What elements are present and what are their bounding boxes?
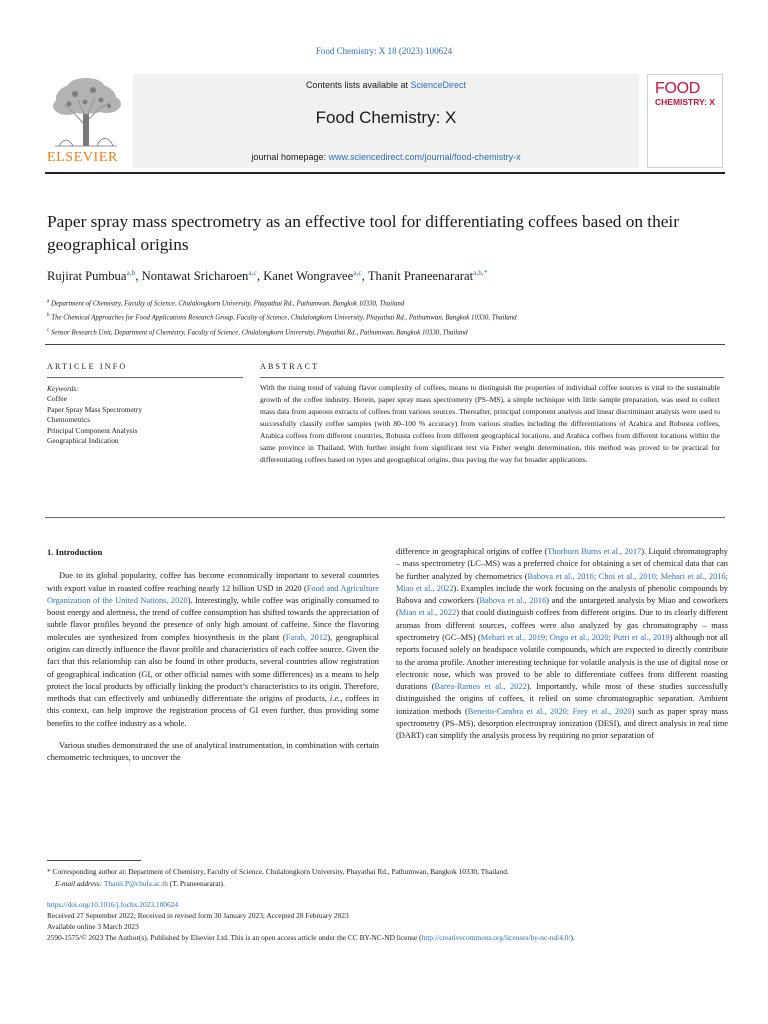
author-separator: , (135, 269, 142, 284)
paragraph-text: ). Interestingly, while coffee was originally consumed to boost energy and alertness, the trend of coffee consumption has shifted towards the appreciation of subtle flavor profiles beyond the presence of only high amount of caffeine. Since the flavoring molecules are synthesized from complex biosynthesis in the plant ( (47, 595, 379, 642)
paragraph-text: ) and the untargeted analysis by Miao and coworkers ( (396, 596, 729, 618)
abstract-divider (260, 377, 724, 378)
footnote-divider (47, 860, 141, 861)
author-separator: , (256, 269, 264, 284)
license-suffix: ). (570, 933, 575, 942)
author-separator: , (361, 269, 368, 284)
article-info-heading: ARTICLE INFO (47, 362, 128, 371)
elsevier-tree-icon (45, 74, 127, 150)
sciencedirect-link[interactable]: ScienceDirect (410, 80, 467, 90)
affiliation-mark: b (47, 313, 50, 319)
keywords-label: Keywords: (47, 384, 79, 393)
citation-link[interactable]: Babova et al., 2016; Choi et al., 2010; Mehari et al., 2016; Miao et al., 2022 (396, 571, 728, 593)
publication-info (47, 899, 727, 943)
journal-homepage (133, 152, 639, 162)
paragraph-text: ). Importantly, while most of these studies successfully distinguished the origins of coffees, it relied on some chromatographic separation. Ambient ionization methods ( (396, 682, 729, 716)
journal-banner (133, 74, 639, 168)
body-paragraph (47, 740, 379, 765)
paragraph-text: ) although not all reports focused solely on headspace volatile compounds, which are expected to directly contribute to the aroma profile. Another interesting technique for volatile analysis is the use of digital nose or electronic nose, which was proved to be able to differentiate coffees from different roasting durations ( (396, 632, 728, 692)
affiliations (47, 296, 727, 339)
journal-citation-link[interactable]: Food Chemistry: X 18 (2023) 100624 (315, 46, 453, 56)
author-name[interactable]: Kanet Wongravee (263, 269, 354, 284)
received-dates: Received 27 September 2022; Received in revised form 30 January 2023; Accepted 28 February 2023 (47, 911, 349, 920)
author-list (47, 268, 727, 284)
affiliation-mark: c (47, 327, 50, 333)
paragraph-text: Due to its global popularity, coffee has become economically important to several countries with export value in roasted coffee reaching nearly 12 billion USD in 2020 ( (47, 571, 379, 593)
abstract-text: With the rising trend of valuing flavor complexity of coffees, means to distinguish the properties of individual coffee sources is vital to the sustainable growth of the coffee industry. Herein, paper spray mass spectrometry (PS–MS), a simple technique with little sample preparation, was used to collect mass data from aqueous extracts of coffees from various sources. Thereafter, principal component analysis and linear discriminant analysis were used to successfully classify coffee samples (with 80–100 % accuracy) from various studies including the differentiations of Arabica and Robusta coffees, Arabica coffees from different countries, Robusta coffees from different geographical locations, and Arabica coffees from different locations within the same province in Thailand. With further insight from significant test via Fisher weight determination, this method was proved to be practical for differentiating coffees based on types and geographical origins, thus paving the way for broader applications. (260, 383, 720, 464)
author-name[interactable]: Thanit Praneenararat (367, 269, 474, 284)
journal-cover-thumbnail[interactable] (647, 74, 723, 168)
citation-link[interactable]: Beneito-Cambra et al., 2020; Frey et al., 2020 (467, 706, 632, 716)
affiliation-text: Sensor Research Unit, Department of Chemistry, Faculty of Science, Chulalongkorn University, Phayathai Rd., Pathumwan, Bangkok 10330, Thailand (50, 328, 468, 336)
cover-title-line1: FOOD (655, 80, 701, 97)
paragraph-text: ), geographical origins can directly influence the flavor profile and characteristics of each coffee source. Given the fact that this relationship can also be found in other products, several countries allow registration of geographical indication (GI, or other official names with some differences) as a means to help protect the local products by officially linking the product’s characteristics to its origin. Therefore, methods that can effectively and unbiasedly differentiate the origins of products, (47, 632, 379, 704)
affiliation (47, 325, 727, 339)
body-paragraph (47, 570, 379, 730)
license-link[interactable]: http://creativecommons.org/licenses/by-nc-nd/4.0/ (421, 933, 571, 942)
footnotes (47, 866, 727, 890)
section-heading: 1. Introduction (47, 547, 103, 557)
affiliation-text: The Chemical Approaches for Food Applications Research Group, Faculty of Science, Chulalongkorn University, Phayathai Rd., Pathumwan, Bangkok 10330, Thailand (51, 314, 517, 322)
available-online: Available online 3 March 2023 (47, 922, 139, 931)
header-divider (45, 172, 725, 174)
emphasis-text: i.e. (329, 694, 341, 704)
paragraph-text: , coffees in this context, can help improve the registration process of GI even further, thus providing some benefits to the coffee industry as a whole. (47, 694, 379, 728)
keyword: Geographical Indication (47, 436, 119, 446)
affiliation (47, 310, 727, 324)
paragraph-text: ). Liquid chromatography – mass spectrometry (LC–MS) was a preferred choice for obtaining a set of chemical data that can be further analyzed by chemometrics ( (396, 547, 728, 581)
elsevier-logo (45, 74, 127, 168)
citation-link[interactable]: Food and Agriculture Organization of the United Nations, 2020 (47, 583, 379, 605)
email-label: E-mail address: (55, 879, 103, 888)
journal-header (45, 74, 725, 168)
email-link[interactable]: Thanit.P@chula.ac.th (103, 879, 168, 888)
paragraph-text: difference in geographical origins of coffee ( (396, 547, 548, 556)
citation-link[interactable]: Mehari et al., 2019; Ongo et al., 2020; Putri et al., 2019 (480, 632, 670, 642)
homepage-link[interactable]: www.sciencedirect.com/journal/food-chemistry-x (328, 152, 521, 162)
license-prefix: 2590-1575/© 2023 The Author(s). Published by Elsevier Ltd. This is an open access article under the CC BY-NC-ND license ( (47, 933, 422, 942)
email-note (47, 878, 727, 890)
keyword: Principal Component Analysis (47, 425, 138, 435)
doi-link[interactable]: https://doi.org/10.1016/j.fochx.2023.100624 (47, 900, 179, 909)
abstract-heading: ABSTRACT (260, 362, 320, 371)
citation-link[interactable]: Farah, 2012 (285, 632, 328, 642)
author-affil-mark[interactable]: a,b (126, 268, 136, 277)
paragraph-text: ) that could distinguish coffees from different origins. Due to its clearly different aromas from different sources, coffees were also analyzed by gas chromatography – mass spectrometry (GC–MS) ( (396, 608, 728, 642)
cover-title-line2: CHEMISTRY: X (655, 97, 715, 107)
publisher-wordmark: ELSEVIER (47, 150, 118, 165)
affiliation-text: Department of Chemistry, Faculty of Science, Chulalongkorn University, Phayathai Rd., Pathumwan, Bangkok 10330, Thailand (50, 300, 405, 308)
paragraph-text: Various studies demonstrated the use of analytical instrumentation, in combination with certain chemometric techniques, to uncover the (47, 740, 379, 763)
contents-line (133, 80, 639, 90)
email-suffix: (T. Praneenararat). (167, 879, 225, 888)
author-affil-mark[interactable]: a,c (353, 268, 362, 277)
citation-link[interactable]: Thorburn Burns et al., 2017 (547, 547, 642, 556)
keyword: Coffee (47, 394, 67, 404)
paper-title: Paper spray mass spectrometry as an effective tool for differentiating coffees based on their geographical origins (47, 212, 679, 254)
body-column-left (47, 546, 379, 765)
affiliation-mark: a (47, 299, 50, 304)
paragraph-text: ) such as paper spray mass spectrometry (PS–MS), desorption electrospray ionization (DESI), and direct analysis in real time (DART) can simplify the analysis process by requiring no prior separation of (396, 706, 729, 741)
abstract-bottom-divider (45, 517, 725, 518)
contents-prefix: Contents lists available at (305, 80, 408, 90)
keywords-block (47, 384, 243, 446)
corresponding-author-note: * Corresponding author at: Department of Chemistry, Faculty of Science, Chulalongkorn University, Phayathai Rd., Pathumwan, Bangkok 10330, Thailand. (47, 867, 509, 876)
journal-title: Food Chemistry: X (315, 108, 457, 127)
homepage-prefix: journal homepage: (251, 152, 326, 162)
author-affil-mark[interactable]: a,b,* (473, 268, 488, 277)
paragraph-text: ). Examples include the work focusing on the analysis of phenolic compounds by Babova and coworkers ( (396, 583, 728, 606)
affiliations-divider (45, 344, 725, 345)
citation-link[interactable]: Babova et al., 2016 (479, 596, 547, 606)
keyword: Paper Spray Mass Spectrometry (47, 404, 143, 414)
author-name[interactable]: Rujirat Pumbua (47, 269, 127, 284)
license-note (47, 932, 727, 943)
author-affil-mark[interactable]: a,c (248, 268, 257, 277)
article-info-divider (47, 377, 243, 378)
keyword: Chemometrics (47, 415, 91, 425)
citation-link[interactable]: Barea-Ramos et al., 2022 (434, 682, 527, 692)
body-paragraph (396, 546, 728, 743)
body-column-right (396, 546, 728, 743)
author-name[interactable]: Nontawat Sricharoen (141, 269, 249, 284)
affiliation (47, 296, 727, 310)
citation-link[interactable]: Miao et al., 2022 (398, 608, 457, 618)
